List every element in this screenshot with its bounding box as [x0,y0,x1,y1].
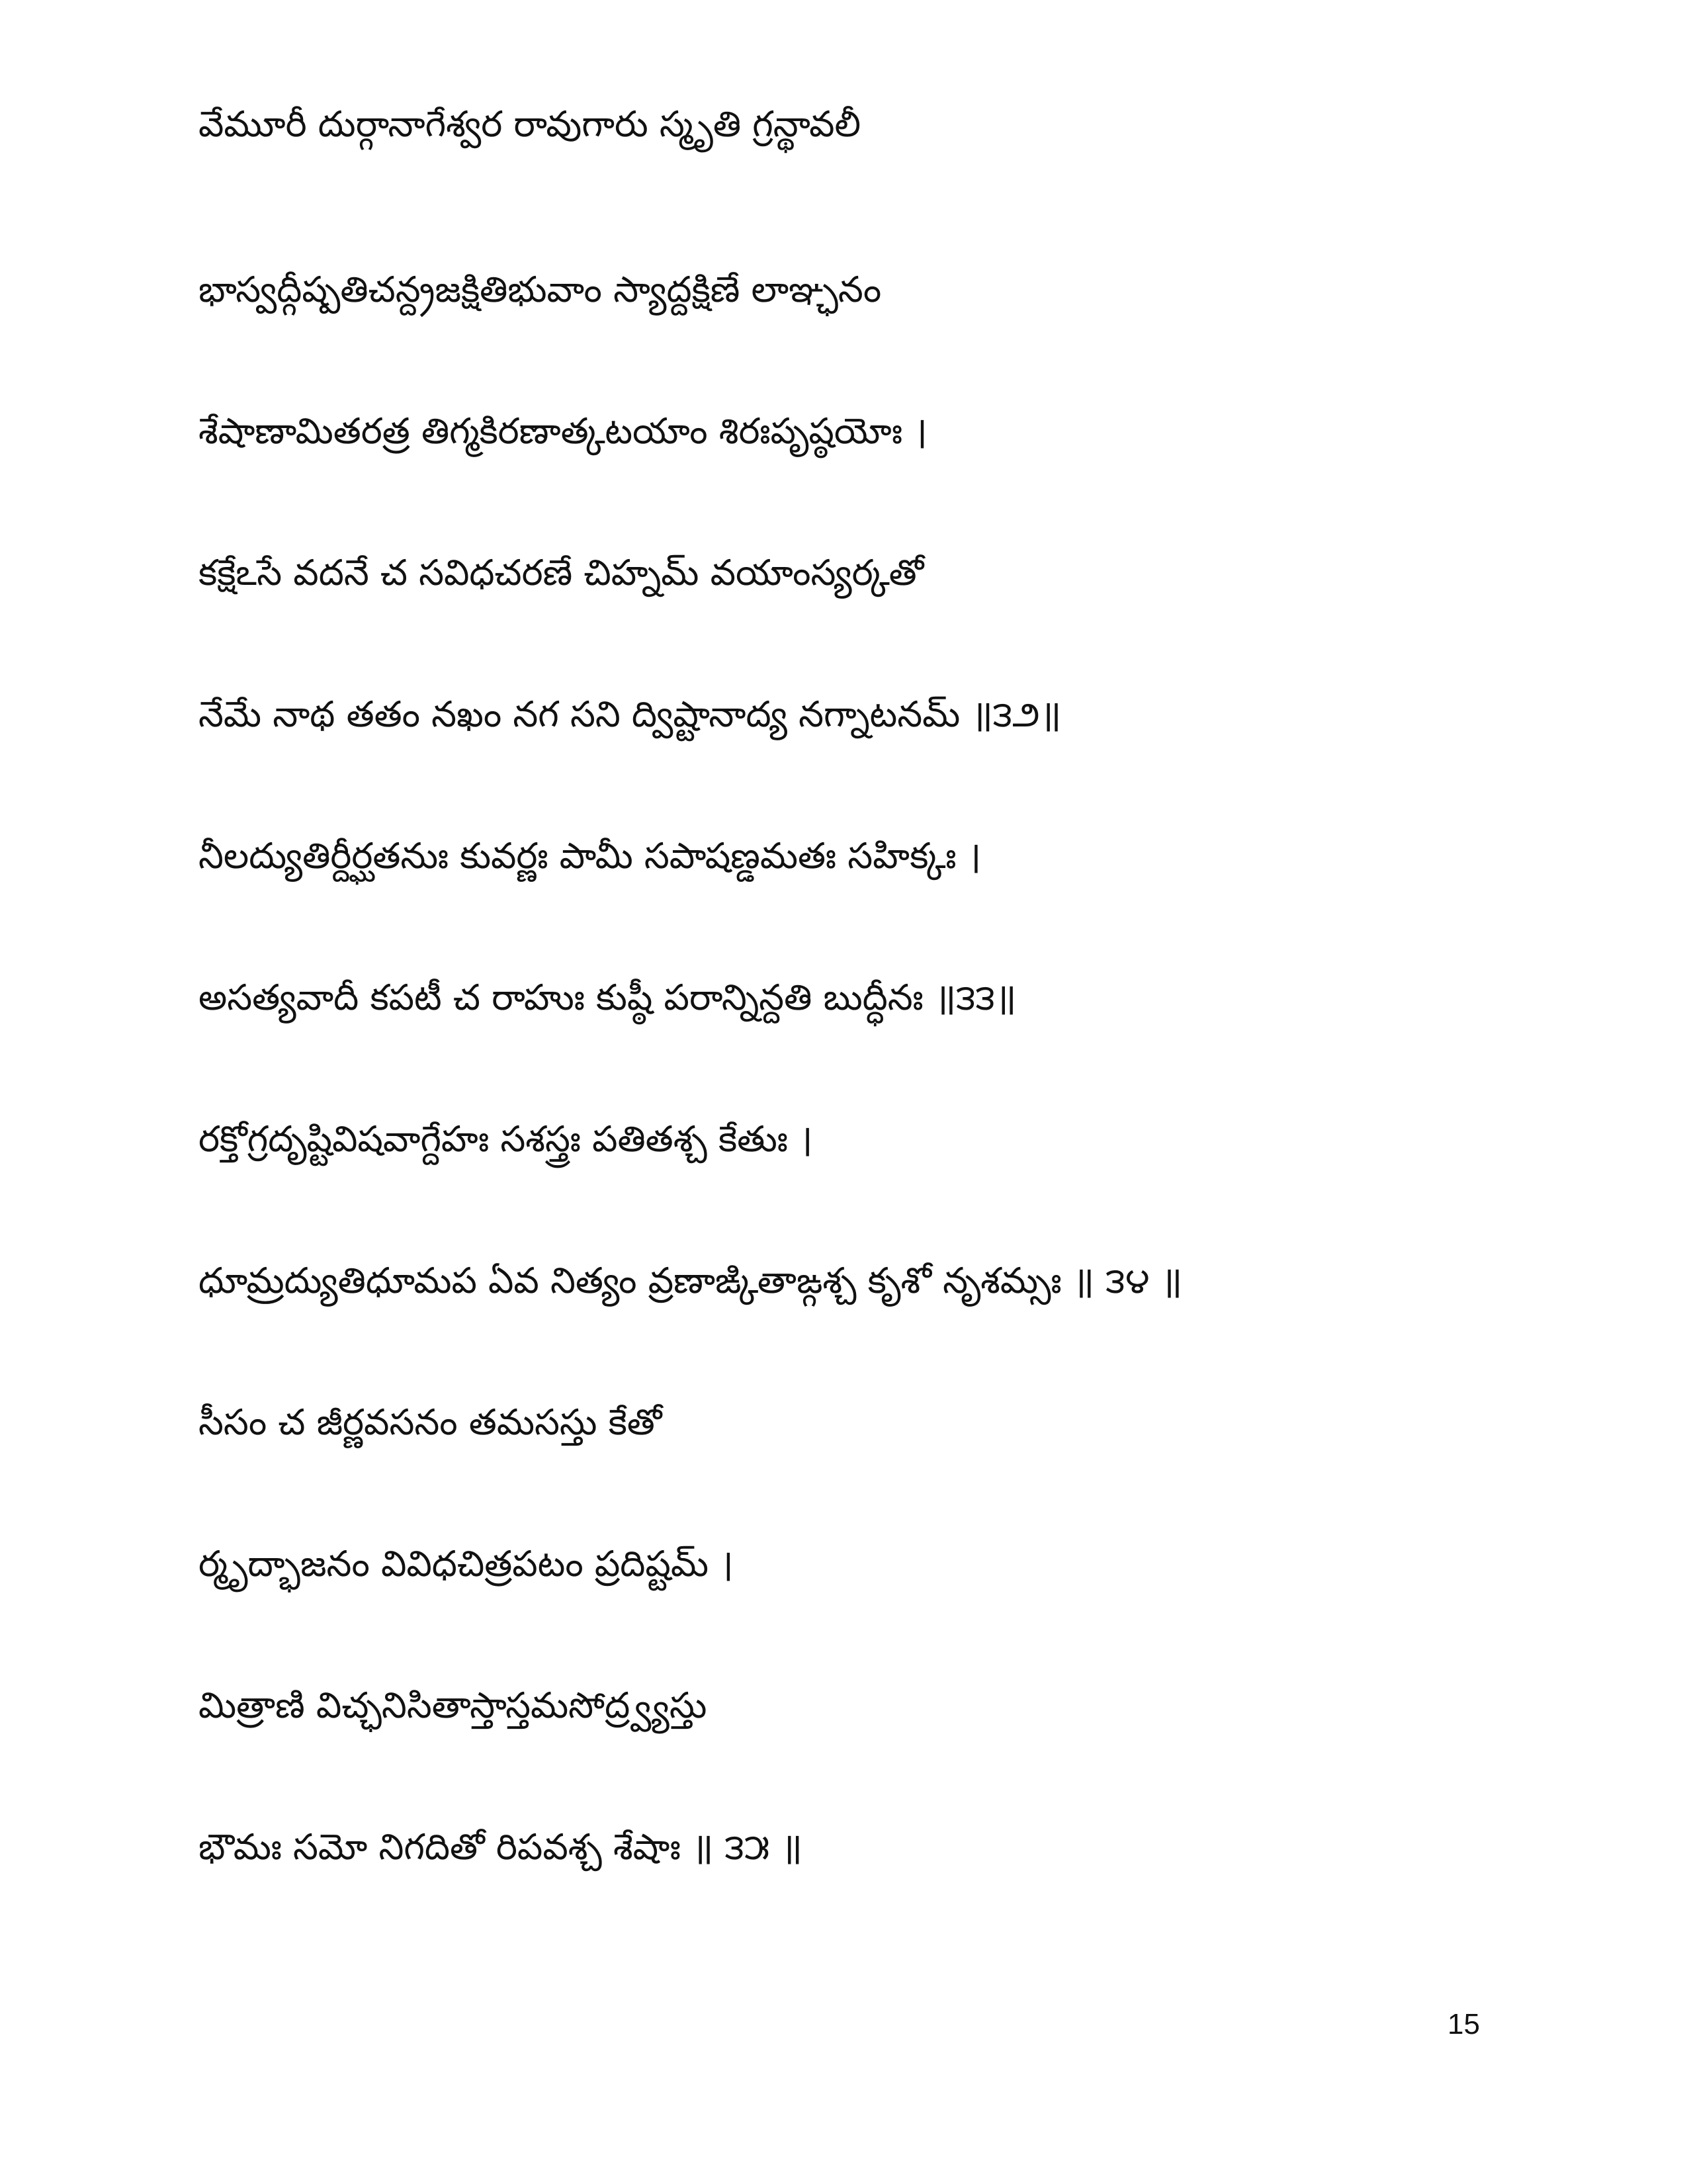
running-header: వేమూరీ దుర్గానాగేశ్వర రావుగారు స్మృతి గ్రన్థావలీ [198,103,861,145]
verse-line: నీలద్యుతిర్దీర్ఘతనుః కువర్ణః పామీ సపాషణ్డమతః సహిక్కః । [198,835,982,877]
verse-list [198,263,1182,1962]
verse-line: కక్షేఽసే వదనే చ సవిధచరణే చిహ్నమ్ వయాంస్యర్కతో [198,552,924,593]
verse-line: అసత్యవాదీ కపటీ చ రాహుః కుష్ఠీ పరాన్నిన్దతి బుద్ధీనః ॥౩౩॥ [198,977,1017,1018]
verse-line: ధూమ్రద్యుతిధూమప ఏవ నిత్యం వ్రణాఙ్కితాఙ్గశ్చ కృశో నృశమ్సః ॥ ౩౪ ॥ [198,1260,1183,1301]
verse-line: ర్మృద్భాజనం వివిధచిత్రపటం ప్రదిష్టమ్ । [198,1543,734,1585]
verse-line: నేమే నాథ తతం నఖం నగ సని ద్విష్టానాద్య నగ్నాటనమ్ ॥౩౨॥ [198,693,1062,735]
verse-line: శేషాణామితరత్ర తిగ్మకిరణాత్కటయాం శిరఃపృష్ఠయోః । [198,410,928,452]
verse-line: భౌమః సమో నిగదితో రిపవశ్చ శేషాః ॥ ౩౫ ॥ [198,1826,802,1868]
verse-line: సీసం చ జీర్ణవసనం తమసస్తు కేతో [198,1401,662,1443]
verse-line: భాస్వద్గీష్పతిచన్ద్రజక్షితిభువాం స్యాద్దక్షిణే లాఞ్ఛనం [198,269,882,310]
page-number: 15 [1448,2008,1480,2040]
verse-line: రక్తోగ్రదృష్టివిషవాగ్దేహః సశస్త్రః పతితశ్చ కేతుః । [198,1118,813,1160]
verse-line: మిత్రాణి విచ్ఛనిసితాస్తాస్తమసోద్ర్వ్యస్తు [198,1684,707,1726]
